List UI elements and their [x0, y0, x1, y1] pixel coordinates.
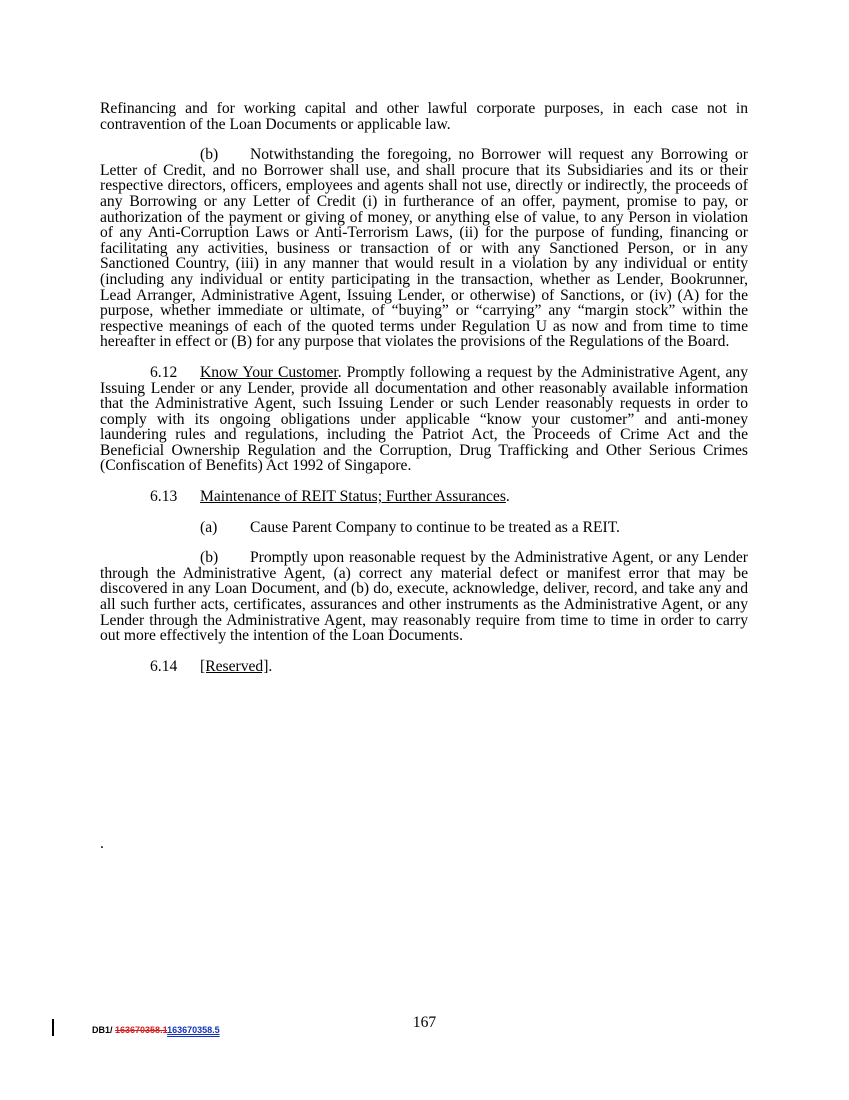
- clause-label: (b): [200, 549, 219, 567]
- section-6-14-heading: 6.14 [Reserved].: [150, 657, 273, 675]
- paragraph-6-13-b: [100, 550, 748, 644]
- section-6-13-heading: 6.13 Maintenance of REIT Status; Further Assurances.: [150, 488, 510, 506]
- page-number: 167: [412, 1014, 437, 1031]
- document-id-inserted: 163670358.5: [167, 1025, 220, 1035]
- document-id-prefix: DB1/: [92, 1025, 116, 1035]
- clause-text: Notwithstanding the foregoing, no Borrower will request any Borrowing or Letter of Credit, and no Borrower shall use, and shall procure that its Subsidiaries and its or their respective directors, officers, employees and agents shall not use, directly or indirectly, the proceeds of any Borrowing or any Letter of Credit (i) in furtherance of an offer, payment, promise to pay, or authorization of the payment or giving of money, or anything else of value, to any Person in violation of any Anti-Corruption Laws or Anti-Terrorism Laws, (ii) for the purpose of funding, financing or facilitating any activities, business or transaction of or with any Sanctioned Person, or in any Sanctioned Country, (iii) in any manner that would result in a violation by any individual or entity (including any individual or entity participating in the transaction, whether as Lender, Bookrunner, Lead Arranger, Administrative Agent, Issuing Lender, or otherwise) of Sanctions, or (iv) (A) for the purpose, whether immediate or ultimate, of “buying” or “carrying” any “margin stock” within the respective meanings of each of the quoted terms under Regulation U as now and from time to time hereafter in effect or (B) for any purpose that violates the provisions of the Regulations of the Board.: [100, 146, 748, 351]
- section-title: Know Your Customer: [200, 363, 338, 381]
- section-title: Maintenance of REIT Status; Further Assurances: [200, 488, 506, 506]
- paragraph-6-11-b: [100, 147, 748, 350]
- section-title: [Reserved]: [200, 657, 269, 675]
- section-number: 6.14: [150, 657, 178, 675]
- section-text: . Promptly following a request by the Administrative Agent, any Issuing Lender or any Lender, provide all documentation and other reasonably available information that the Administrative Agent, such Issuing Lender or such Lender reasonably requests in order to comply with its ongoing obligations under applicable “know your customer” and anti-money laundering rules and regulations, including the Patriot Act, the Proceeds of Crime Act and the Beneficial Ownership Regulation and the Corruption, Drug Trafficking and Other Serious Crimes (Confiscation of Benefits) Act 1992 of Singapore.: [100, 363, 748, 475]
- clause-label: (a): [200, 518, 218, 536]
- clause-label: (b): [200, 146, 219, 164]
- paragraph-continuation: Refinancing and for working capital and other lawful corporate purposes, in each case not in contravention of the Loan Documents or applicable law.: [100, 100, 748, 133]
- document-body: [100, 101, 748, 674]
- paragraph-6-13-a: [100, 520, 748, 536]
- document-id-deleted: 163670358.1: [115, 1025, 168, 1035]
- section-number: 6.13: [150, 488, 178, 506]
- section-6-12: [100, 365, 748, 474]
- stray-period: .: [100, 835, 104, 852]
- section-number: 6.12: [150, 363, 178, 381]
- clause-text: Cause Parent Company to continue to be treated as a REIT.: [250, 518, 620, 536]
- clause-text: Promptly upon reasonable request by the Administrative Agent, or any Lender through the Administrative Agent, (a) correct any material defect or manifest error that may be discovered in any Loan Document, and (b) do, execute, acknowledge, deliver, record, and take any and all such further acts, certificates, assurances and other instruments as the Administrative Agent, or any Lender through the Administrative Agent, may reasonably require from time to time in order to carry out more effectively the intention of the Loan Documents.: [100, 549, 748, 645]
